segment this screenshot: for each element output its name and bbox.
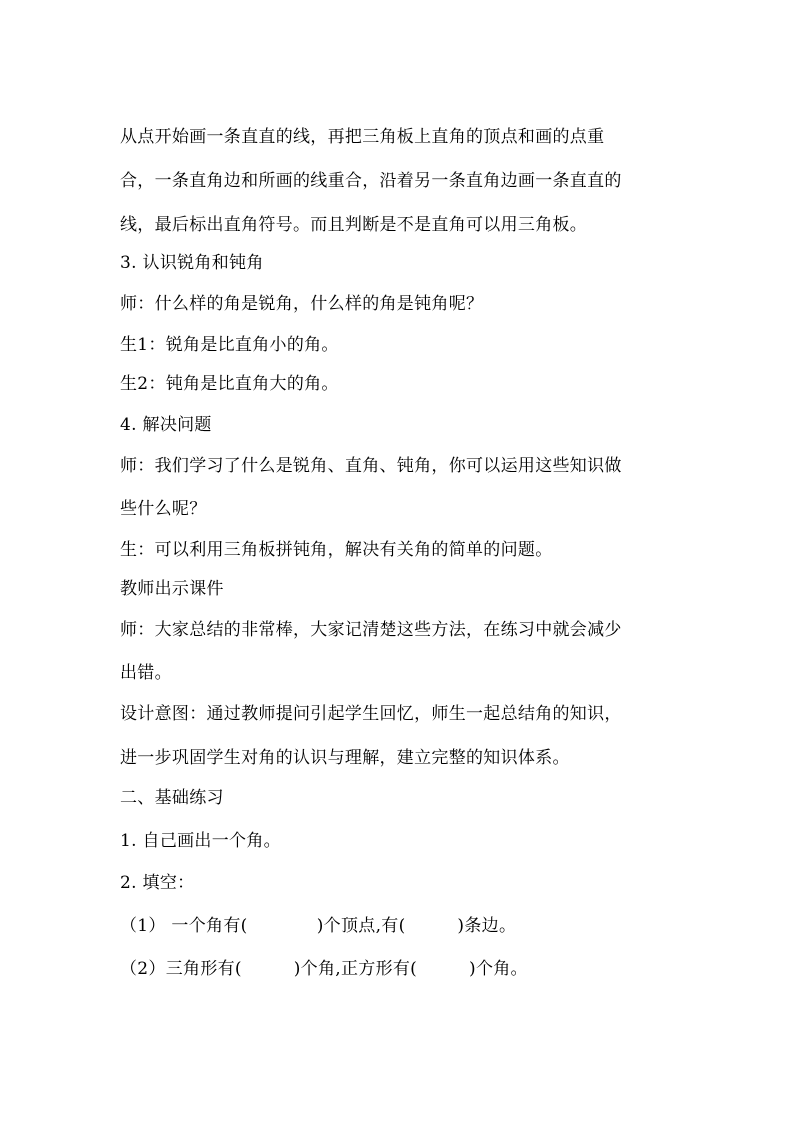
dialogue-line: 生1：锐角是比直角小的角。 xyxy=(120,335,339,355)
section-heading: 3. 认识锐角和钝角 xyxy=(120,253,264,273)
dialogue-line: 师：大家总结的非常棒，大家记清楚这些方法，在练习中就会减少 xyxy=(120,620,622,640)
section-heading: 4. 解决问题 xyxy=(120,415,212,435)
document-body xyxy=(120,128,680,979)
paragraph-line: 教师出示课件 xyxy=(120,579,224,599)
dialogue-line: 师：我们学习了什么是锐角、直角、钝角，你可以运用这些知识做 xyxy=(120,456,622,476)
section-heading: 二、基础练习 xyxy=(120,788,224,808)
paragraph-line: 从点开始画一条直直的线，再把三角板上直角的顶点和画的点重 xyxy=(120,127,605,147)
paragraph-line: 进一步巩固学生对角的认识与理解，建立完整的知识体系。 xyxy=(120,748,570,768)
dialogue-line: 出错。 xyxy=(120,663,172,683)
dialogue-line: 师：什么样的角是锐角，什么样的角是钝角呢？ xyxy=(120,294,484,314)
exercise-item: （1） 一个角有( )个顶点,有( )条边。 xyxy=(120,916,517,936)
exercise-item: （2）三角形有( )个角,正方形有( )个角。 xyxy=(120,959,528,979)
dialogue-line: 生：可以利用三角板拼钝角，解决有关角的简单的问题。 xyxy=(120,540,553,560)
dialogue-line: 生2：钝角是比直角大的角。 xyxy=(120,374,339,394)
paragraph-line: 合，一条直角边和所画的线重合，沿着另一条直角边画一条直直的 xyxy=(120,171,622,191)
paragraph-line: 设计意图：通过教师提问引起学生回忆，师生一起总结角的知识， xyxy=(120,704,622,724)
exercise-item: 2. 填空： xyxy=(120,873,195,893)
exercise-item: 1. 自己画出一个角。 xyxy=(120,831,281,851)
paragraph-line: 线，最后标出直角符号。而且判断是不是直角可以用三角板。 xyxy=(120,215,588,235)
dialogue-line: 些什么呢？ xyxy=(120,499,207,519)
